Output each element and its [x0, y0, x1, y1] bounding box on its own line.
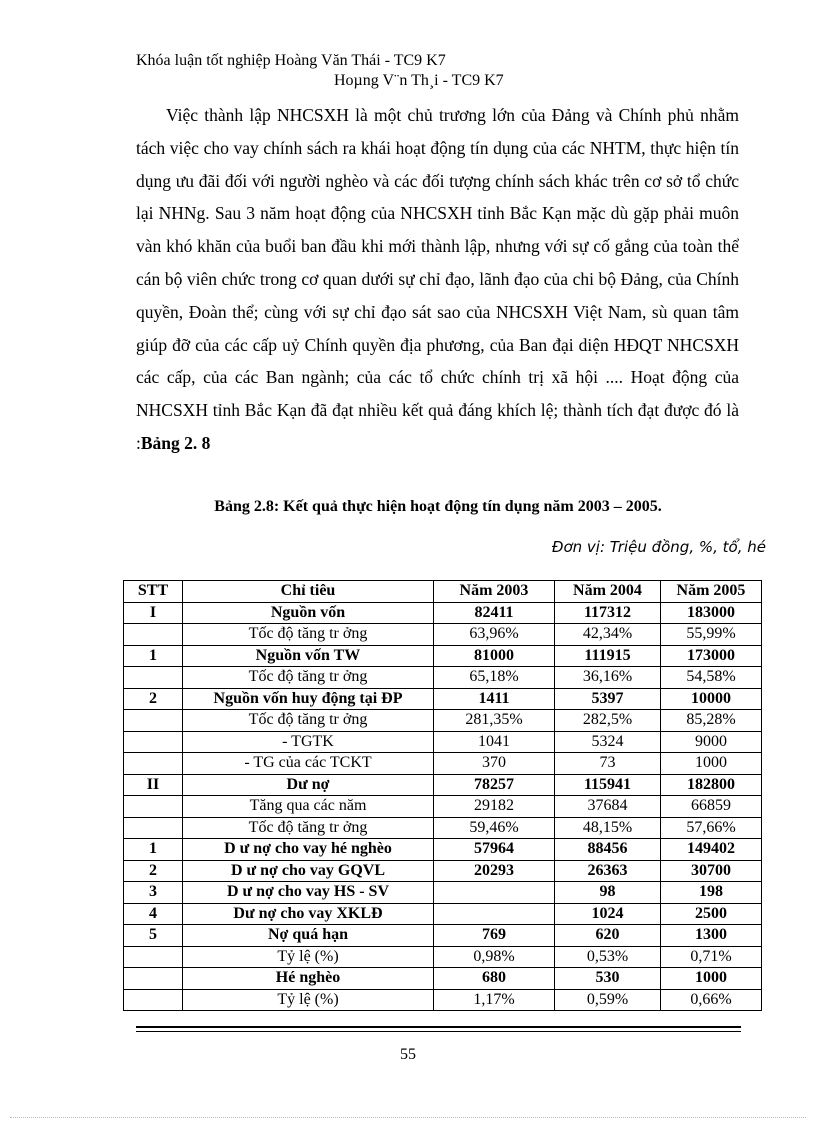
- cell-2004: 37684: [555, 796, 661, 818]
- cell-2005: 1300: [661, 925, 762, 947]
- cell-2003: 680: [434, 968, 555, 990]
- cell-2003: 281,35%: [434, 710, 555, 732]
- table-row: [124, 645, 762, 667]
- cell-2004: 98: [555, 882, 661, 904]
- table-row: [124, 774, 762, 796]
- cell-2003: [434, 903, 555, 925]
- cell-indicator: Nguồn vốn TW: [183, 645, 434, 667]
- cell-indicator: Nguồn vốn huy động tại ĐP: [183, 688, 434, 710]
- table-row: [124, 968, 762, 990]
- cell-2005: 1000: [661, 968, 762, 990]
- cell-2005: 30700: [661, 860, 762, 882]
- cell-stt: II: [124, 774, 183, 796]
- cell-indicator: - TG của các TCKT: [183, 753, 434, 775]
- cell-stt: 1: [124, 645, 183, 667]
- cell-2005: 54,58%: [661, 667, 762, 689]
- cell-stt: 2: [124, 688, 183, 710]
- cell-2005: 182800: [661, 774, 762, 796]
- cell-stt: [124, 710, 183, 732]
- cell-stt: [124, 968, 183, 990]
- cell-2005: 149402: [661, 839, 762, 861]
- cell-indicator: Tốc độ tăng tr ởng: [183, 817, 434, 839]
- cell-indicator: D ư nợ cho vay HS - SV: [183, 882, 434, 904]
- cell-2004: 1024: [555, 903, 661, 925]
- cell-2003: 65,18%: [434, 667, 555, 689]
- cell-stt: 1: [124, 839, 183, 861]
- cell-indicator: Nợ quá hạn: [183, 925, 434, 947]
- cell-stt: [124, 667, 183, 689]
- cell-2003: 57964: [434, 839, 555, 861]
- body-paragraph: [136, 99, 739, 460]
- cell-2004: 530: [555, 968, 661, 990]
- cell-2004: 48,15%: [555, 817, 661, 839]
- cell-stt: [124, 731, 183, 753]
- footer-rule-thin: [136, 1031, 741, 1032]
- credit-results-table: [123, 580, 762, 1011]
- cell-2004: 5324: [555, 731, 661, 753]
- header-year-2003: Năm 2003: [434, 581, 555, 603]
- cell-stt: [124, 989, 183, 1011]
- header-indicator: Chỉ tiêu: [183, 581, 434, 603]
- cell-2003: 59,46%: [434, 817, 555, 839]
- cell-indicator: Tỷ lệ (%): [183, 989, 434, 1011]
- table-reference: Bảng 2. 8: [140, 432, 211, 453]
- cell-2005: 0,66%: [661, 989, 762, 1011]
- cell-2003: 1,17%: [434, 989, 555, 1011]
- cell-2003: 63,96%: [434, 624, 555, 646]
- table-row: [124, 667, 762, 689]
- table-row: [124, 796, 762, 818]
- cell-indicator: Tốc độ tăng tr ởng: [183, 710, 434, 732]
- cell-2005: 66859: [661, 796, 762, 818]
- header-line-1: Khóa luận tốt nghiệp Hoàng Văn Thái - TC9 K7: [136, 52, 446, 69]
- cell-indicator: D ư nợ cho vay hé nghèo: [183, 839, 434, 861]
- table-row: [124, 602, 762, 624]
- table-row: [124, 903, 762, 925]
- table-row: [124, 731, 762, 753]
- cell-stt: 2: [124, 860, 183, 882]
- cell-2003: 78257: [434, 774, 555, 796]
- page-bottom-divider: [10, 1117, 806, 1118]
- cell-2004: 88456: [555, 839, 661, 861]
- cell-stt: [124, 796, 183, 818]
- table-row: [124, 839, 762, 861]
- cell-2005: 0,71%: [661, 946, 762, 968]
- cell-2003: 81000: [434, 645, 555, 667]
- cell-stt: 3: [124, 882, 183, 904]
- cell-2003: 29182: [434, 796, 555, 818]
- header-stt: STT: [124, 581, 183, 603]
- table-header-row: [124, 581, 762, 603]
- table-row: [124, 925, 762, 947]
- header-year-2004: Năm 2004: [555, 581, 661, 603]
- cell-2005: 173000: [661, 645, 762, 667]
- cell-stt: 5: [124, 925, 183, 947]
- cell-indicator: Nguồn vốn: [183, 602, 434, 624]
- cell-stt: [124, 624, 183, 646]
- cell-2004: 26363: [555, 860, 661, 882]
- cell-stt: 4: [124, 903, 183, 925]
- cell-2004: 282,5%: [555, 710, 661, 732]
- cell-2003: 769: [434, 925, 555, 947]
- table-row: [124, 817, 762, 839]
- paragraph-text: Việc thành lập NHCSXH là một chủ trương lớn của Đảng và Chính phủ nhằm tách việc cho vay chính sách ra khái hoạt động tín dụng của các NHTM, thực hiện tín dụng ưu đãi đối với người nghèo và các đối tượng chính sách khác trên cơ sở tổ chức lại NHNg. Sau 3 năm hoạt động của NHCSXH tỉnh Bắc Kạn mặc dù gặp phải muôn vàn khó khăn của buổi ban đầu khi mới thành lập, nhưng với sự cố gắng của toàn thể cán bộ viên chức trong cơ quan dưới sự chỉ đạo, lãnh đạo của chi bộ Đảng, của Chính quyền, Đoàn thể; cùng với sự chỉ đạo sát sao của NHCSXH Việt Nam, sù quan tâm giúp đỡ của các cấp uỷ Chính quyền địa phương, của Ban đại diện HĐQT NHCSXH các cấp, của các Ban ngành; của các tổ chức chính trị xã hội .... Hoạt động của NHCSXH tỉnh Bắc Kạn đã đạt nhiều kết quả đáng khích lệ; thành tích đạt được đó là :: [136, 105, 739, 453]
- cell-2005: 9000: [661, 731, 762, 753]
- cell-indicator: Tỷ lệ (%): [183, 946, 434, 968]
- cell-2004: 115941: [555, 774, 661, 796]
- table-body: [124, 602, 762, 1011]
- cell-indicator: D ư nợ cho vay GQVL: [183, 860, 434, 882]
- cell-2005: 55,99%: [661, 624, 762, 646]
- cell-stt: [124, 817, 183, 839]
- cell-indicator: Tốc độ tăng tr ởng: [183, 624, 434, 646]
- footer-rule-thick: [136, 1026, 741, 1028]
- cell-2004: 73: [555, 753, 661, 775]
- cell-stt: I: [124, 602, 183, 624]
- cell-indicator: Tăng qua các năm: [183, 796, 434, 818]
- cell-indicator: - TGTK: [183, 731, 434, 753]
- table-row: [124, 753, 762, 775]
- table-row: [124, 624, 762, 646]
- cell-2003: 20293: [434, 860, 555, 882]
- cell-2003: 82411: [434, 602, 555, 624]
- cell-2005: 183000: [661, 602, 762, 624]
- cell-2005: 57,66%: [661, 817, 762, 839]
- cell-2003: 370: [434, 753, 555, 775]
- header-line-2: Hoµng V¨n Th¸i - TC9 K7: [334, 72, 504, 89]
- cell-2005: 10000: [661, 688, 762, 710]
- table-row: [124, 989, 762, 1011]
- cell-indicator: Hé nghèo: [183, 968, 434, 990]
- cell-2003: 1411: [434, 688, 555, 710]
- cell-2003: 1041: [434, 731, 555, 753]
- cell-2004: 0,53%: [555, 946, 661, 968]
- page-number: 55: [400, 1046, 416, 1063]
- cell-2004: 620: [555, 925, 661, 947]
- cell-2004: 0,59%: [555, 989, 661, 1011]
- cell-indicator: Dư nợ: [183, 774, 434, 796]
- cell-2004: 36,16%: [555, 667, 661, 689]
- cell-stt: [124, 946, 183, 968]
- table-row: [124, 946, 762, 968]
- cell-2005: 198: [661, 882, 762, 904]
- cell-2004: 117312: [555, 602, 661, 624]
- cell-2004: 42,34%: [555, 624, 661, 646]
- unit-note: Đơn vị: Triệu đồng, %, tổ, hé: [551, 538, 766, 556]
- table-row: [124, 710, 762, 732]
- table-row: [124, 882, 762, 904]
- table-row: [124, 688, 762, 710]
- table-row: [124, 860, 762, 882]
- cell-2003: [434, 882, 555, 904]
- header-year-2005: Năm 2005: [661, 581, 762, 603]
- table-title: Bảng 2.8: Kết quả thực hiện hoạt động tín dụng năm 2003 – 2005.: [214, 498, 662, 515]
- cell-indicator: Dư nợ cho vay XKLĐ: [183, 903, 434, 925]
- cell-2003: 0,98%: [434, 946, 555, 968]
- cell-2004: 111915: [555, 645, 661, 667]
- cell-2005: 2500: [661, 903, 762, 925]
- cell-2005: 1000: [661, 753, 762, 775]
- cell-2005: 85,28%: [661, 710, 762, 732]
- cell-indicator: Tốc độ tăng tr ởng: [183, 667, 434, 689]
- cell-stt: [124, 753, 183, 775]
- cell-2004: 5397: [555, 688, 661, 710]
